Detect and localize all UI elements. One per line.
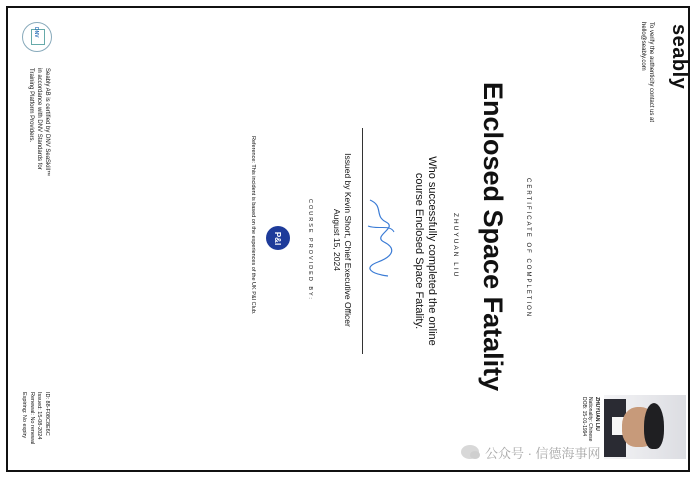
pandi-logo-text: P&I (273, 231, 283, 245)
recipient-name: ZHUYUAN LIU (452, 213, 459, 279)
dnv-certified-text: Seably AB is certified by DNV SeaSkill™ in accordance with DNV Standards for Training Platform Providers. (28, 68, 50, 177)
signature-image (364, 196, 396, 280)
dnv-certification-logo (22, 22, 52, 52)
wechat-watermark (461, 442, 681, 462)
course-title: Enclosed Space Fatality (478, 82, 508, 392)
issued-by-line: Issued by Kevin Short, Chief Executive Officer (343, 153, 353, 327)
renewal-info: Renewal: No renewal (29, 392, 35, 445)
certificate-meta (20, 392, 50, 472)
certificate-header: CERTIFICATE OF COMPLETION (525, 178, 531, 319)
certificate-id: ID: 88-F08C8E6C (44, 392, 50, 436)
verify-contact-text: To verify the authenticity contact us at hello@seably.com (640, 22, 654, 123)
photo-name: ZHUYUAN LIU (594, 397, 600, 431)
photo-dob: DOB: 15-01-1994 (581, 397, 587, 437)
expiry-info: Expiring: No expiry (21, 392, 28, 439)
photo-nationality: Nationality: Chinese (587, 397, 594, 442)
issued-date-meta: Issued: 15-08-2024 (36, 392, 43, 440)
pandi-club-logo (266, 226, 290, 250)
watermark-text: 公众号 · 信德海事网 (485, 445, 601, 461)
issued-date: August 15, 2024 (332, 209, 342, 271)
seably-logo: seably (668, 24, 690, 90)
completion-description: Who successfully completed the online course Enclosed Space Fatality. (413, 156, 438, 346)
signature-line (362, 128, 363, 354)
dnv-logo-text: DNV (33, 27, 39, 38)
course-provided-label: COURSE PROVIDED BY: (307, 199, 313, 301)
wechat-icon (461, 445, 479, 459)
issued-by-text (331, 140, 353, 340)
reference-text: Reference: This incident is based on the experiences of the UK P&I Club. (250, 136, 256, 315)
